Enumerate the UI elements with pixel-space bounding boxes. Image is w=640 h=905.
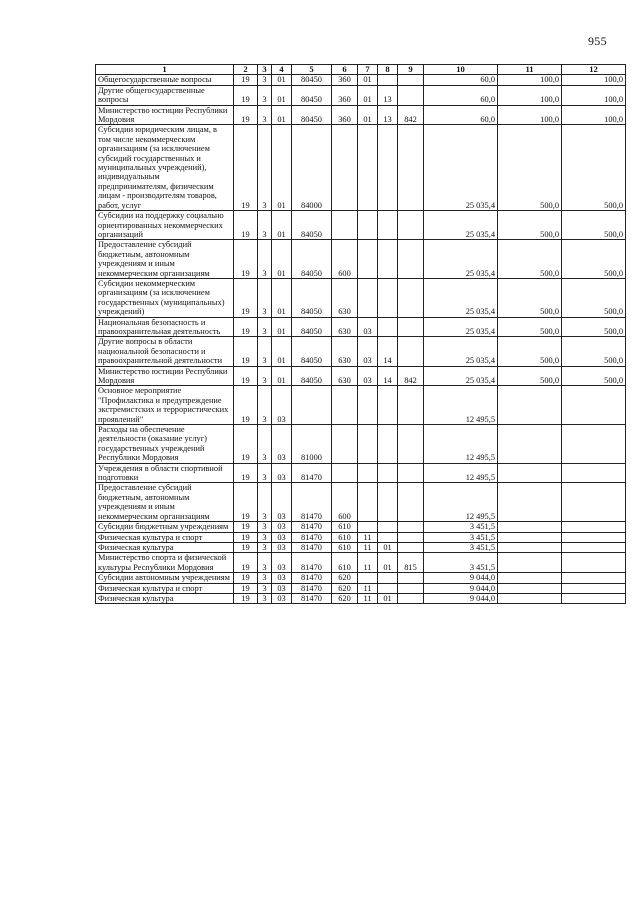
code-cell: 360 (332, 75, 358, 85)
amount-cell (562, 573, 626, 583)
code-cell: 3 (258, 483, 272, 522)
row-name: Субсидии бюджетным учреждениям (96, 522, 234, 532)
code-cell: 84050 (292, 211, 332, 240)
code-cell: 3 (258, 425, 272, 464)
table-row (96, 125, 626, 211)
code-cell: 13 (378, 85, 398, 105)
code-cell: 19 (234, 573, 258, 583)
code-cell (378, 278, 398, 317)
code-cell: 3 (258, 542, 272, 552)
amount-cell: 500,0 (498, 240, 562, 279)
amount-cell: 25 035,4 (424, 337, 498, 366)
code-cell: 19 (234, 75, 258, 85)
column-header: 5 (292, 65, 332, 75)
row-name: Министерство юстиции Республики Мордовия (96, 105, 234, 125)
code-cell: 3 (258, 240, 272, 279)
amount-cell: 500,0 (562, 211, 626, 240)
row-name: Субсидии на поддержку социально ориентированных некоммерческих организаций (96, 211, 234, 240)
code-cell: 610 (332, 542, 358, 552)
code-cell: 19 (234, 105, 258, 125)
table-row (96, 425, 626, 464)
code-cell (378, 125, 398, 211)
code-cell: 630 (332, 366, 358, 386)
code-cell: 3 (258, 522, 272, 532)
code-cell: 81000 (292, 425, 332, 464)
code-cell (398, 532, 424, 542)
row-name: Физическая культура (96, 593, 234, 603)
table-row (96, 593, 626, 603)
code-cell (332, 386, 358, 425)
code-cell: 81470 (292, 553, 332, 573)
code-cell: 19 (234, 553, 258, 573)
row-name: Субсидии некоммерческим организациям (за исключением государственных (муниципальных) учреждений) (96, 278, 234, 317)
amount-cell (498, 583, 562, 593)
amount-cell: 100,0 (498, 75, 562, 85)
code-cell: 630 (332, 317, 358, 337)
code-cell (378, 317, 398, 337)
amount-cell: 60,0 (424, 105, 498, 125)
table-row (96, 463, 626, 483)
amount-cell (498, 532, 562, 542)
amount-cell: 100,0 (562, 85, 626, 105)
code-cell: 01 (358, 85, 378, 105)
amount-cell: 500,0 (562, 278, 626, 317)
amount-cell: 9 044,0 (424, 573, 498, 583)
amount-cell: 25 035,4 (424, 366, 498, 386)
row-name: Субсидии юридическим лицам, в том числе некоммерческим организациям (за исключением субсидий государственных и муниципальных учреждений), индивидуальным предпринимателям, физическим лицам - производителям товаров, работ, услуг (96, 125, 234, 211)
code-cell (398, 593, 424, 603)
table-row (96, 573, 626, 583)
code-cell (378, 532, 398, 542)
amount-cell: 500,0 (498, 125, 562, 211)
amount-cell (562, 483, 626, 522)
table-row (96, 542, 626, 552)
code-cell (358, 125, 378, 211)
code-cell: 01 (378, 553, 398, 573)
code-cell: 600 (332, 483, 358, 522)
code-cell (358, 278, 378, 317)
amount-cell: 500,0 (498, 366, 562, 386)
code-cell (398, 240, 424, 279)
amount-cell: 60,0 (424, 85, 498, 105)
code-cell: 3 (258, 337, 272, 366)
code-cell: 81470 (292, 532, 332, 542)
amount-cell: 100,0 (498, 85, 562, 105)
table-row (96, 366, 626, 386)
row-name: Учреждения в области спортивной подготовки (96, 463, 234, 483)
code-cell: 80450 (292, 105, 332, 125)
row-name: Расходы на обеспечение деятельности (оказание услуг) государственных учреждений Республики Мордовия (96, 425, 234, 464)
code-cell: 01 (272, 125, 292, 211)
column-header: 4 (272, 65, 292, 75)
code-cell: 80450 (292, 75, 332, 85)
code-cell: 620 (332, 593, 358, 603)
code-cell: 03 (272, 386, 292, 425)
amount-cell (562, 425, 626, 464)
code-cell (398, 85, 424, 105)
row-name: Другие общегосударственные вопросы (96, 85, 234, 105)
code-cell (398, 522, 424, 532)
row-name: Предоставление субсидий бюджетным, автономным учреждениям и иным некоммерческим организациям (96, 240, 234, 279)
code-cell: 11 (358, 553, 378, 573)
row-name: Другие вопросы в области национальной безопасности и правоохранительной деятельности (96, 337, 234, 366)
amount-cell (498, 463, 562, 483)
code-cell: 03 (272, 532, 292, 542)
amount-cell (562, 386, 626, 425)
code-cell (398, 483, 424, 522)
code-cell (398, 125, 424, 211)
code-cell: 01 (272, 278, 292, 317)
amount-cell: 25 035,4 (424, 125, 498, 211)
code-cell (358, 522, 378, 532)
code-cell (398, 337, 424, 366)
column-header: 8 (378, 65, 398, 75)
code-cell: 19 (234, 593, 258, 603)
table-row (96, 337, 626, 366)
column-header: 1 (96, 65, 234, 75)
code-cell: 01 (358, 75, 378, 85)
code-cell: 01 (378, 593, 398, 603)
amount-cell: 500,0 (562, 240, 626, 279)
code-cell (378, 75, 398, 85)
code-cell: 84050 (292, 317, 332, 337)
amount-cell: 25 035,4 (424, 317, 498, 337)
amount-cell: 500,0 (562, 125, 626, 211)
code-cell: 19 (234, 366, 258, 386)
code-cell: 19 (234, 211, 258, 240)
code-cell: 630 (332, 278, 358, 317)
code-cell (378, 483, 398, 522)
code-cell: 3 (258, 553, 272, 573)
code-cell: 13 (378, 105, 398, 125)
amount-cell (498, 386, 562, 425)
amount-cell (498, 542, 562, 552)
code-cell (358, 425, 378, 464)
code-cell (378, 211, 398, 240)
code-cell: 19 (234, 337, 258, 366)
code-cell: 3 (258, 366, 272, 386)
code-cell: 19 (234, 522, 258, 532)
row-name: Министерство юстиции Республики Мордовия (96, 366, 234, 386)
amount-cell (498, 593, 562, 603)
code-cell (358, 211, 378, 240)
code-cell: 19 (234, 425, 258, 464)
code-cell: 19 (234, 125, 258, 211)
column-header: 2 (234, 65, 258, 75)
code-cell: 01 (272, 211, 292, 240)
code-cell: 19 (234, 278, 258, 317)
table-row (96, 240, 626, 279)
row-name: Общегосударственные вопросы (96, 75, 234, 85)
row-name: Физическая культура (96, 542, 234, 552)
amount-cell: 12 495,5 (424, 483, 498, 522)
code-cell: 11 (358, 542, 378, 552)
code-cell: 3 (258, 211, 272, 240)
amount-cell: 500,0 (498, 317, 562, 337)
page-number: 955 (588, 34, 607, 48)
code-cell: 842 (398, 366, 424, 386)
code-cell: 03 (272, 593, 292, 603)
code-cell: 03 (272, 583, 292, 593)
row-name: Физическая культура и спорт (96, 532, 234, 542)
code-cell (332, 211, 358, 240)
code-cell: 3 (258, 386, 272, 425)
code-cell: 01 (272, 366, 292, 386)
code-cell: 3 (258, 278, 272, 317)
amount-cell: 12 495,5 (424, 425, 498, 464)
amount-cell (498, 425, 562, 464)
code-cell: 80450 (292, 85, 332, 105)
code-cell: 19 (234, 317, 258, 337)
code-cell: 84050 (292, 337, 332, 366)
code-cell (378, 583, 398, 593)
amount-cell: 100,0 (562, 75, 626, 85)
code-cell: 01 (272, 85, 292, 105)
table-body (96, 75, 626, 604)
code-cell: 01 (358, 105, 378, 125)
code-cell: 19 (234, 240, 258, 279)
code-cell: 01 (272, 240, 292, 279)
code-cell: 84000 (292, 125, 332, 211)
amount-cell (562, 583, 626, 593)
code-cell: 610 (332, 553, 358, 573)
amount-cell (498, 522, 562, 532)
code-cell (378, 522, 398, 532)
code-cell: 03 (272, 425, 292, 464)
code-cell (378, 386, 398, 425)
code-cell: 360 (332, 85, 358, 105)
code-cell: 610 (332, 522, 358, 532)
amount-cell (562, 463, 626, 483)
table-row (96, 85, 626, 105)
code-cell: 815 (398, 553, 424, 573)
amount-cell: 25 035,4 (424, 240, 498, 279)
code-cell: 14 (378, 366, 398, 386)
code-cell (378, 573, 398, 583)
amount-cell (562, 593, 626, 603)
code-cell: 610 (332, 532, 358, 542)
row-name: Предоставление субсидий бюджетным, автономным учреждениям и иным некоммерческим организациям (96, 483, 234, 522)
table-row (96, 532, 626, 542)
amount-cell: 25 035,4 (424, 211, 498, 240)
code-cell: 620 (332, 573, 358, 583)
header-row (96, 65, 626, 75)
code-cell: 81470 (292, 483, 332, 522)
code-cell: 19 (234, 483, 258, 522)
amount-cell (562, 542, 626, 552)
code-cell (378, 240, 398, 279)
code-cell (378, 425, 398, 464)
code-cell: 03 (272, 463, 292, 483)
code-cell (398, 278, 424, 317)
amount-cell (562, 522, 626, 532)
amount-cell (498, 553, 562, 573)
column-header: 11 (498, 65, 562, 75)
code-cell: 01 (272, 75, 292, 85)
code-cell: 03 (272, 483, 292, 522)
code-cell: 81470 (292, 542, 332, 552)
column-header: 12 (562, 65, 626, 75)
code-cell: 03 (358, 317, 378, 337)
code-cell (332, 125, 358, 211)
table-row (96, 75, 626, 85)
table-row (96, 278, 626, 317)
amount-cell: 12 495,5 (424, 463, 498, 483)
amount-cell: 500,0 (562, 366, 626, 386)
code-cell: 360 (332, 105, 358, 125)
code-cell: 19 (234, 542, 258, 552)
amount-cell: 500,0 (498, 278, 562, 317)
table-row (96, 522, 626, 532)
table-row (96, 317, 626, 337)
table-row (96, 583, 626, 593)
code-cell: 620 (332, 583, 358, 593)
code-cell (358, 483, 378, 522)
table-row (96, 105, 626, 125)
amount-cell (562, 532, 626, 542)
table-row (96, 386, 626, 425)
code-cell: 3 (258, 583, 272, 593)
column-header: 10 (424, 65, 498, 75)
code-cell (332, 463, 358, 483)
amount-cell (498, 573, 562, 583)
column-header: 6 (332, 65, 358, 75)
code-cell (398, 386, 424, 425)
code-cell: 01 (272, 317, 292, 337)
code-cell: 81470 (292, 593, 332, 603)
code-cell: 14 (378, 337, 398, 366)
code-cell: 19 (234, 463, 258, 483)
row-name: Министерство спорта и физической культуры Республики Мордовия (96, 553, 234, 573)
code-cell (398, 573, 424, 583)
code-cell (398, 583, 424, 593)
column-header: 3 (258, 65, 272, 75)
code-cell (332, 425, 358, 464)
code-cell: 3 (258, 593, 272, 603)
table-row (96, 211, 626, 240)
code-cell (398, 317, 424, 337)
code-cell: 3 (258, 125, 272, 211)
amount-cell: 3 451,5 (424, 532, 498, 542)
code-cell (358, 386, 378, 425)
code-cell: 81470 (292, 573, 332, 583)
code-cell: 842 (398, 105, 424, 125)
code-cell: 11 (358, 583, 378, 593)
code-cell: 630 (332, 337, 358, 366)
code-cell: 3 (258, 532, 272, 542)
table-row (96, 553, 626, 573)
amount-cell: 3 451,5 (424, 542, 498, 552)
amount-cell: 25 035,4 (424, 278, 498, 317)
code-cell: 84050 (292, 366, 332, 386)
code-cell: 01 (272, 105, 292, 125)
code-cell: 3 (258, 105, 272, 125)
row-name: Национальная безопасность и правоохранительная деятельность (96, 317, 234, 337)
amount-cell: 500,0 (498, 211, 562, 240)
code-cell: 3 (258, 573, 272, 583)
code-cell: 81470 (292, 583, 332, 593)
code-cell: 03 (272, 522, 292, 532)
amount-cell (498, 483, 562, 522)
code-cell (378, 463, 398, 483)
code-cell: 600 (332, 240, 358, 279)
code-cell: 03 (272, 542, 292, 552)
amount-cell (562, 553, 626, 573)
code-cell (398, 425, 424, 464)
code-cell: 01 (378, 542, 398, 552)
column-header: 7 (358, 65, 378, 75)
code-cell (358, 573, 378, 583)
code-cell: 3 (258, 317, 272, 337)
code-cell: 03 (358, 337, 378, 366)
amount-cell: 500,0 (562, 337, 626, 366)
code-cell: 3 (258, 85, 272, 105)
code-cell: 03 (272, 573, 292, 583)
amount-cell: 9 044,0 (424, 593, 498, 603)
row-name: Основное мероприятие "Профилактика и предупреждение экстремистских и террористических проявлений" (96, 386, 234, 425)
amount-cell: 9 044,0 (424, 583, 498, 593)
code-cell: 03 (272, 553, 292, 573)
code-cell: 11 (358, 593, 378, 603)
table-row (96, 483, 626, 522)
code-cell: 11 (358, 532, 378, 542)
code-cell: 3 (258, 75, 272, 85)
code-cell: 19 (234, 386, 258, 425)
code-cell: 03 (358, 366, 378, 386)
column-header: 9 (398, 65, 424, 75)
row-name: Субсидии автономным учреждениям (96, 573, 234, 583)
code-cell: 84050 (292, 278, 332, 317)
budget-table (95, 64, 626, 604)
code-cell (358, 240, 378, 279)
code-cell: 19 (234, 583, 258, 593)
code-cell: 19 (234, 532, 258, 542)
code-cell: 84050 (292, 240, 332, 279)
code-cell: 81470 (292, 463, 332, 483)
code-cell (398, 211, 424, 240)
row-name: Физическая культура и спорт (96, 583, 234, 593)
amount-cell: 100,0 (562, 105, 626, 125)
amount-cell: 500,0 (498, 337, 562, 366)
code-cell: 19 (234, 85, 258, 105)
code-cell (398, 542, 424, 552)
amount-cell: 3 451,5 (424, 553, 498, 573)
code-cell (292, 386, 332, 425)
code-cell: 01 (272, 337, 292, 366)
code-cell (398, 463, 424, 483)
amount-cell: 3 451,5 (424, 522, 498, 532)
code-cell: 81470 (292, 522, 332, 532)
amount-cell: 60,0 (424, 75, 498, 85)
code-cell (358, 463, 378, 483)
amount-cell: 500,0 (562, 317, 626, 337)
code-cell (398, 75, 424, 85)
code-cell: 3 (258, 463, 272, 483)
amount-cell: 12 495,5 (424, 386, 498, 425)
amount-cell: 100,0 (498, 105, 562, 125)
